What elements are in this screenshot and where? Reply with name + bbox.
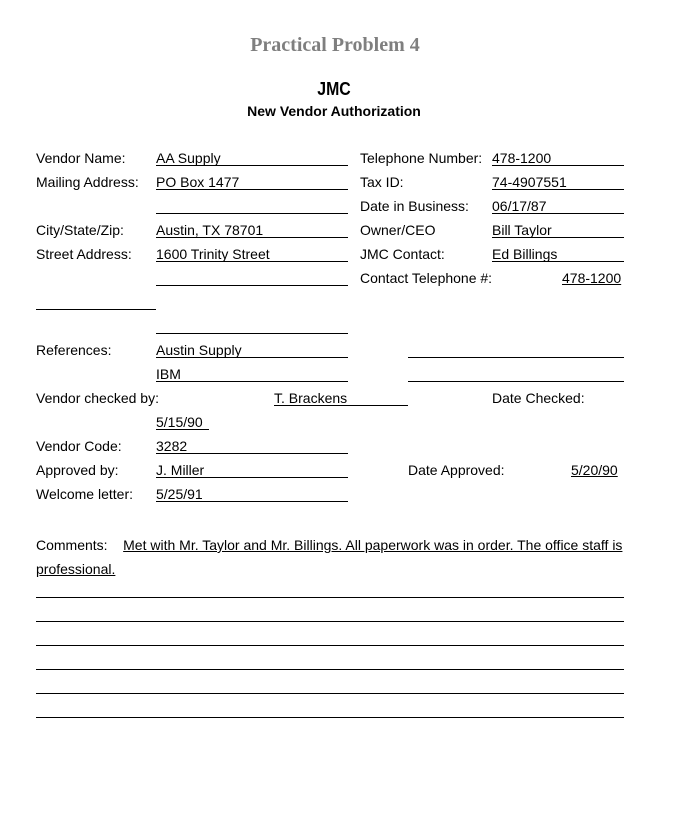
approved-by-label: Approved by: xyxy=(36,462,119,478)
contact-telephone-label: Contact Telephone #: xyxy=(360,270,493,286)
comment-line[interactable] xyxy=(36,621,624,622)
vendor-name-line xyxy=(156,165,348,166)
reference-1[interactable]: Austin Supply xyxy=(156,342,242,358)
welcome-letter-label: Welcome letter: xyxy=(36,486,133,502)
city-state-zip-line xyxy=(156,237,348,238)
mailing-address-line xyxy=(156,189,348,190)
date-in-business-label: Date in Business: xyxy=(360,198,469,214)
blank-line-short[interactable] xyxy=(36,309,156,310)
reference-1-line xyxy=(156,357,348,358)
tax-id-line xyxy=(492,189,624,190)
street-address-line-2[interactable] xyxy=(156,285,348,286)
telephone-label: Telephone Number: xyxy=(360,150,483,166)
owner-ceo-line xyxy=(492,237,624,238)
comment-line[interactable] xyxy=(36,693,624,694)
telephone-value[interactable]: 478-1200 xyxy=(492,150,552,166)
vendor-checked-value[interactable]: T. Brackens xyxy=(274,390,348,406)
vendor-code-label: Vendor Code: xyxy=(36,438,122,454)
mailing-address-label: Mailing Address: xyxy=(36,174,139,190)
vendor-code-value[interactable]: 3282 xyxy=(156,438,188,454)
comment-line[interactable] xyxy=(36,669,624,670)
blank-line-left[interactable] xyxy=(156,333,348,334)
vendor-code-line xyxy=(156,453,348,454)
references-label: References: xyxy=(36,342,112,358)
tax-id-value[interactable]: 74-4907551 xyxy=(492,174,567,190)
street-address-line xyxy=(156,261,348,262)
vendor-name-value[interactable]: AA Supply xyxy=(156,150,221,166)
approved-by-line xyxy=(156,477,348,478)
date-in-business-value[interactable]: 06/17/87 xyxy=(492,198,547,214)
date-checked-label: Date Checked: xyxy=(492,390,585,406)
comment-line[interactable] xyxy=(36,645,624,646)
street-address-value[interactable]: 1600 Trinity Street xyxy=(156,246,270,262)
comments-text[interactable]: Met with Mr. Taylor and Mr. Billings. All paperwork was in order. The office staff is professional. xyxy=(36,537,623,577)
reference-4-line[interactable] xyxy=(408,381,624,382)
form-title: New Vendor Authorization xyxy=(247,103,421,119)
welcome-letter-line xyxy=(156,501,348,502)
comment-line[interactable] xyxy=(36,717,624,718)
reference-2-line xyxy=(156,381,348,382)
mailing-address-line-2[interactable] xyxy=(156,213,348,214)
reference-2[interactable]: IBM xyxy=(156,366,181,382)
company-name: JMC xyxy=(317,79,351,99)
owner-ceo-label: Owner/CEO xyxy=(360,222,436,238)
date-in-business-line xyxy=(492,213,624,214)
vendor-checked-line xyxy=(274,405,408,406)
approved-by-value[interactable]: J. Miller xyxy=(156,462,205,478)
contact-telephone-value[interactable]: 478-1200 xyxy=(562,270,622,286)
reference-3-line[interactable] xyxy=(408,357,624,358)
date-checked-line xyxy=(156,429,209,430)
street-address-label: Street Address: xyxy=(36,246,132,262)
vendor-name-label: Vendor Name: xyxy=(36,150,126,166)
date-checked-value[interactable]: 5/15/90 xyxy=(156,414,203,430)
tax-id-label: Tax ID: xyxy=(360,174,404,190)
date-approved-label: Date Approved: xyxy=(408,462,505,478)
owner-ceo-value[interactable]: Bill Taylor xyxy=(492,222,552,238)
date-approved-value[interactable]: 5/20/90 xyxy=(571,462,618,478)
city-state-zip-value[interactable]: Austin, TX 78701 xyxy=(156,222,264,238)
comment-line[interactable] xyxy=(36,597,624,598)
doc-title: Practical Problem 4 xyxy=(250,34,420,56)
jmc-contact-value[interactable]: Ed Billings xyxy=(492,246,558,262)
comments-block xyxy=(36,533,626,581)
comments-label: Comments: xyxy=(36,537,108,553)
telephone-line xyxy=(492,165,624,166)
city-state-zip-label: City/State/Zip: xyxy=(36,222,124,238)
vendor-checked-label: Vendor checked by: xyxy=(36,390,159,406)
jmc-contact-label: JMC Contact: xyxy=(360,246,445,262)
jmc-contact-line xyxy=(492,261,624,262)
welcome-letter-value[interactable]: 5/25/91 xyxy=(156,486,203,502)
mailing-address-value[interactable]: PO Box 1477 xyxy=(156,174,240,190)
